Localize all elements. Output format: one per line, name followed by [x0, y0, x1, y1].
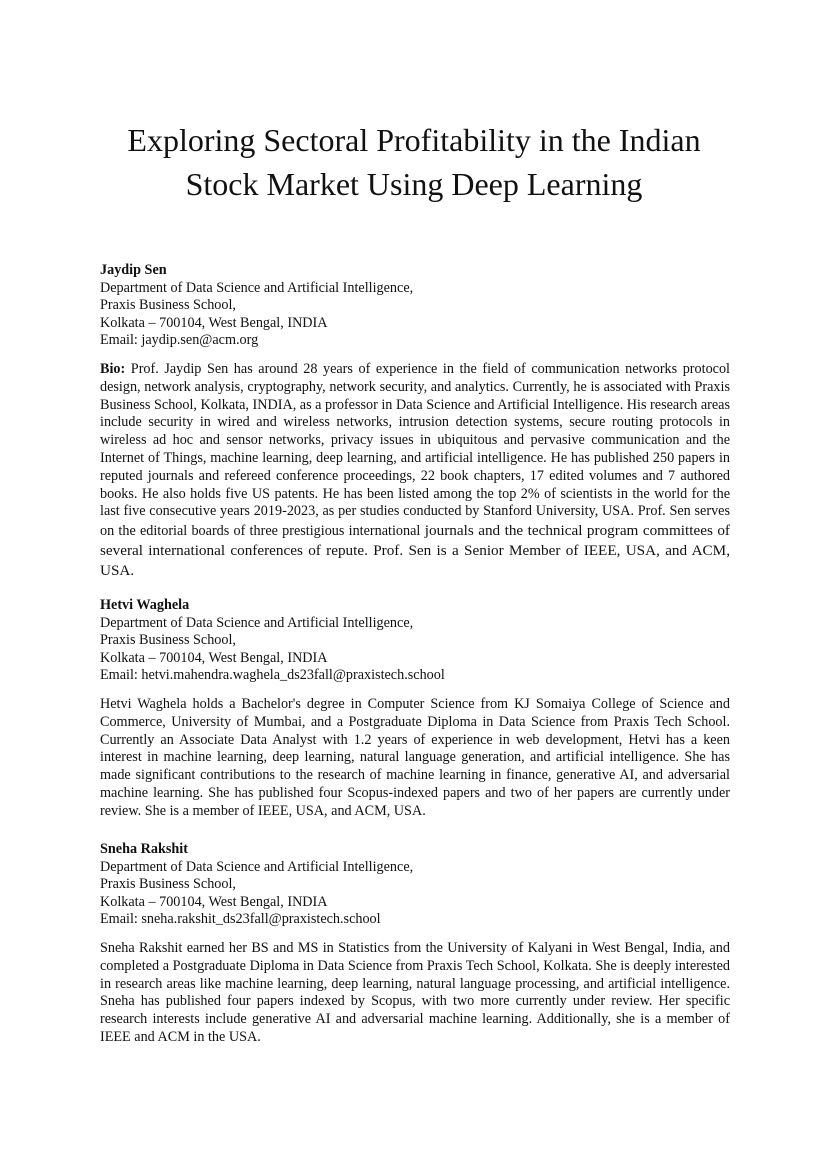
- author-bio-sneha-rakshit: [100, 940, 730, 1047]
- author-affiliation-hetvi-waghela: [100, 597, 730, 685]
- paper-title-line-1: Exploring Sectoral Profitability in the Indian: [127, 122, 701, 158]
- author-email: Email: jaydip.sen@acm.org: [100, 332, 259, 349]
- bio-text: Hetvi Waghela holds a Bachelor's degree in Computer Science from KJ Somaiya College of Science and Commerce, University of Mumbai, and a Postgraduate Diploma in Data Science from Praxis Tech School. Currently an Associate Data Analyst with 1.2 years of experience in web development, Hetvi has a keen interest in machine learning, deep learning, natural language generation, and artificial intelligence. She has made significant contributions to the research of machine learning in finance, generative AI, and adversarial machine learning. She has published four Scopus-indexed papers and two of her papers are currently under review. She is a member of IEEE, USA, and ACM, USA.: [100, 696, 730, 819]
- author-school: Praxis Business School,: [100, 632, 236, 649]
- author-email: Email: sneha.rakshit_ds23fall@praxistech.school: [100, 911, 381, 928]
- bio-text: Prof. Jaydip Sen has around 28 years of experience in the field of communication networks protocol design, network analysis, cryptography, network security, and analytics. Currently, he is associated with Praxis Business School, Kolkata, INDIA, as a professor in Data Science and Artificial Intelligence. His research areas include security in wired and wireless networks, intrusion detection systems, secure routing protocols in wireless ad hoc and sensor networks, privacy issues in ubiquitous and pervasive communication and the Internet of Things, machine learning, deep learning, and artificial intelligence. He has published 250 papers in reputed journals and refereed conference proceedings, 22 book chapters, 17 edited volumes and 7 authored books. He also holds five US patents. He has been listed among the top 2% of scientists in the world for the last five consecutive years 2019-2023, as per studies conducted by Stanford University, USA. Prof. Sen serves on the editorial boards of three prestigious international: [100, 361, 730, 540]
- author-bio-hetvi-waghela: [100, 696, 730, 821]
- paper-title-line-2: Stock Market Using Deep Learning: [185, 166, 643, 202]
- author-school: Praxis Business School,: [100, 297, 236, 314]
- author-name: Hetvi Waghela: [100, 597, 190, 613]
- author-department: Department of Data Science and Artificial Intelligence,: [100, 279, 414, 296]
- author-school: Praxis Business School,: [100, 876, 236, 893]
- author-name: Sneha Rakshit: [100, 841, 188, 857]
- author-address: Kolkata – 700104, West Bengal, INDIA: [100, 649, 328, 666]
- bio-label: Bio:: [100, 361, 126, 377]
- author-affiliation-sneha-rakshit: [100, 841, 730, 929]
- author-name: Jaydip Sen: [100, 262, 167, 278]
- bio-text: Sneha Rakshit earned her BS and MS in Statistics from the University of Kalyani in West Bengal, India, and completed a Postgraduate Diploma in Data Science from Praxis Tech School, Kolkata. She is deeply interested in research areas like machine learning, deep learning, natural language processing, and artificial intelligence. Sneha has published four papers indexed by Scopus, with two more currently under review. Her specific research interests include generative AI and adversarial machine learning. Additionally, she is a member of IEEE and ACM in the USA.: [100, 940, 730, 1045]
- author-bio-jaydip-sen: [100, 361, 730, 581]
- author-department: Department of Data Science and Artificial Intelligence,: [100, 858, 414, 875]
- paper-title: [60, 118, 768, 206]
- author-address: Kolkata – 700104, West Bengal, INDIA: [100, 314, 328, 331]
- author-department: Department of Data Science and Artificial Intelligence,: [100, 614, 414, 631]
- author-email: Email: hetvi.mahendra.waghela_ds23fall@praxistech.school: [100, 667, 445, 684]
- bio-text-tail: journals and the technical program committees of several international conferences of repute. Prof. Sen is a Senior Member of IEEE, USA, and ACM, USA.: [100, 522, 730, 579]
- author-affiliation-jaydip-sen: [100, 262, 730, 350]
- author-address: Kolkata – 700104, West Bengal, INDIA: [100, 893, 328, 910]
